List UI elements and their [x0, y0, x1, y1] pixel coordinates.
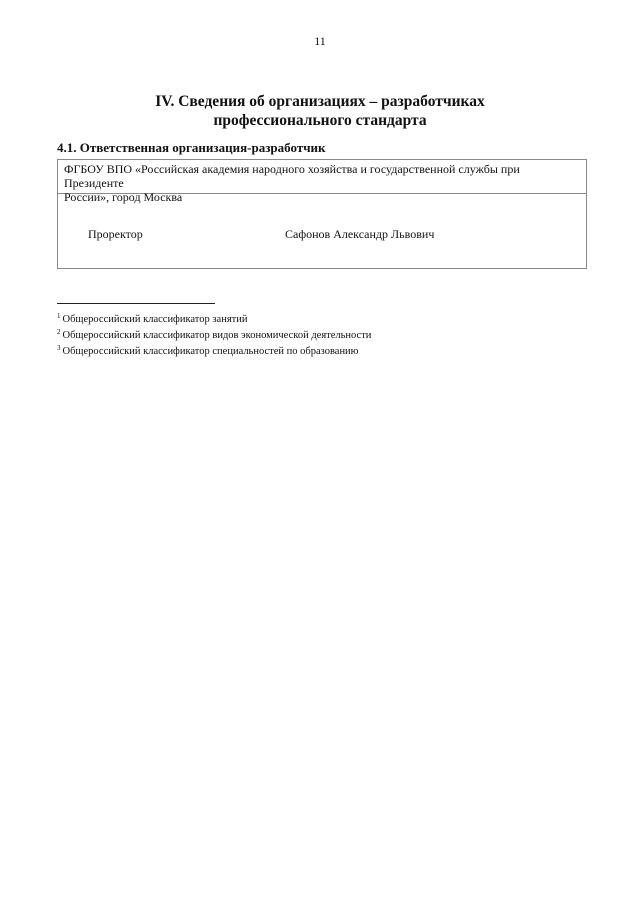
footnote-1 [57, 310, 371, 326]
organization-name-cell [58, 160, 586, 204]
section-title-line-2: профессионального стандарта [213, 112, 427, 129]
page-number: 11 [314, 34, 326, 48]
footnote-3 [57, 342, 371, 358]
signer-position: Проректор [88, 227, 143, 241]
footnote-text: Общероссийский классификатор занятий [62, 314, 248, 325]
organization-table [57, 159, 587, 269]
subsection-title: 4.1. Ответственная организация-разработчик [57, 140, 326, 155]
footnote-text: Общероссийский классификатор специальностей по образованию [62, 346, 359, 357]
footnote-separator [57, 303, 215, 304]
footnote-text: Общероссийский классификатор видов экономической деятельности [62, 330, 372, 341]
signer-row [58, 194, 586, 268]
signer-name: Сафонов Александр Львович [285, 227, 435, 241]
organization-name-line-2: России», город Москва [64, 190, 183, 204]
footnote-marker: 3 [57, 344, 61, 352]
organization-name-line-1: ФГБОУ ВПО «Российская академия народного хозяйства и государственной службы при Президенте [64, 162, 520, 190]
section-title [120, 92, 520, 130]
section-title-line-1: IV. Сведения об организациях – разработчиках [155, 93, 485, 110]
footnote-marker: 2 [57, 328, 61, 336]
footnote-marker: 1 [57, 312, 61, 320]
footnote-2 [57, 326, 371, 342]
footnotes [57, 310, 371, 358]
